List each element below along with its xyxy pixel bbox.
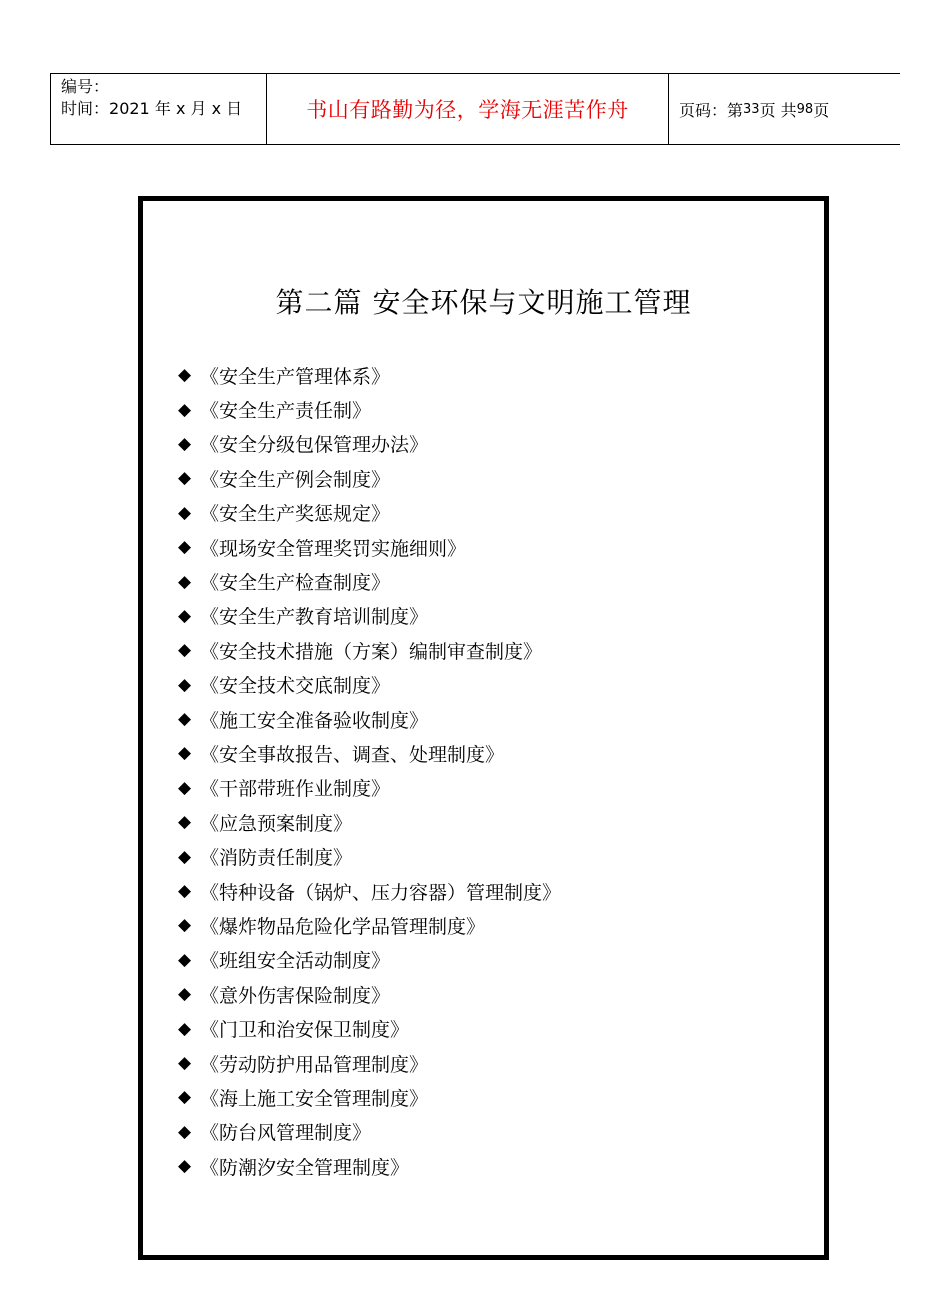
- header-motto-cell: [267, 74, 669, 144]
- diamond-bullet-icon: ◆: [178, 949, 192, 970]
- list-item: [178, 530, 561, 564]
- list-item-text: 《爆炸物品危险化学品管理制度》: [200, 915, 486, 938]
- diamond-bullet-icon: ◆: [178, 605, 192, 626]
- diamond-bullet-icon: ◆: [178, 640, 192, 661]
- diamond-bullet-icon: ◆: [178, 1087, 192, 1108]
- list-item-text: 《劳动防护用品管理制度》: [200, 1053, 429, 1076]
- list-item-text: 《安全生产例会制度》: [200, 468, 391, 491]
- time-year-suffix: 年: [154, 99, 171, 118]
- list-item-text: 《安全生产奖惩规定》: [200, 503, 391, 526]
- section-title: 第二篇 安全环保与文明施工管理: [275, 286, 692, 319]
- list-item: [178, 1011, 561, 1045]
- list-item-text: 《安全生产检查制度》: [200, 572, 391, 595]
- diamond-bullet-icon: ◆: [178, 1156, 192, 1177]
- list-item: [178, 564, 561, 598]
- list-item-text: 《安全生产管理体系》: [200, 365, 391, 388]
- page-middle: 页 共: [759, 100, 797, 120]
- list-item-text: 《施工安全准备验收制度》: [200, 709, 429, 732]
- diamond-bullet-icon: ◆: [178, 1121, 192, 1142]
- motto-text: 书山有路勤为径，学海无涯苦作舟: [306, 98, 629, 122]
- list-item: [178, 1115, 561, 1149]
- list-item: [178, 461, 561, 495]
- date-line: [61, 98, 266, 120]
- list-item: [178, 839, 561, 873]
- page-suffix: 页: [813, 100, 830, 120]
- list-item: [178, 702, 561, 736]
- list-item: [178, 736, 561, 770]
- list-item-text: 《应急预案制度》: [200, 812, 353, 835]
- list-item-text: 《防台风管理制度》: [200, 1122, 372, 1145]
- diamond-bullet-icon: ◆: [178, 468, 192, 489]
- list-item: [178, 874, 561, 908]
- diamond-bullet-icon: ◆: [178, 846, 192, 867]
- page-label: 页码：第: [679, 100, 744, 120]
- list-item: [178, 805, 561, 839]
- list-item: [178, 358, 561, 392]
- time-month-value: x: [175, 99, 186, 118]
- page-header: [50, 73, 900, 145]
- list-item: [178, 427, 561, 461]
- header-meta-cell: [51, 74, 267, 144]
- time-month-suffix: 月: [190, 99, 207, 118]
- diamond-bullet-icon: ◆: [178, 881, 192, 902]
- time-day-suffix: 日: [226, 99, 243, 118]
- list-item-text: 《安全生产责任制》: [200, 400, 372, 423]
- diamond-bullet-icon: ◆: [178, 777, 192, 798]
- list-item-text: 《海上施工安全管理制度》: [200, 1087, 429, 1110]
- list-item: [178, 496, 561, 530]
- list-item: [178, 771, 561, 805]
- list-item-text: 《消防责任制度》: [200, 847, 353, 870]
- list-item: [178, 908, 561, 942]
- list-item-text: 《班组安全活动制度》: [200, 950, 391, 973]
- list-item: [178, 1149, 561, 1183]
- list-item: [178, 943, 561, 977]
- list-item-text: 《安全事故报告、调查、处理制度》: [200, 743, 505, 766]
- page-current: 33: [743, 101, 760, 117]
- diamond-bullet-icon: ◆: [178, 743, 192, 764]
- diamond-bullet-icon: ◆: [178, 915, 192, 936]
- list-item: [178, 977, 561, 1011]
- diamond-bullet-icon: ◆: [178, 812, 192, 833]
- list-item: [178, 1080, 561, 1114]
- list-item-text: 《安全技术措施（方案）编制审查制度》: [200, 640, 543, 663]
- list-item-text: 《意外伤害保险制度》: [200, 984, 391, 1007]
- diamond-bullet-icon: ◆: [178, 984, 192, 1005]
- diamond-bullet-icon: ◆: [178, 433, 192, 454]
- diamond-bullet-icon: ◆: [178, 709, 192, 730]
- page-number-cell: [669, 74, 901, 144]
- time-day-value: x: [211, 99, 222, 118]
- list-item: [178, 668, 561, 702]
- list-item-text: 《干部带班作业制度》: [200, 778, 391, 801]
- page-total: 98: [796, 101, 814, 117]
- list-item-text: 《安全分级包保管理办法》: [200, 434, 429, 457]
- time-label: 时间：: [61, 99, 110, 118]
- list-item-text: 《特种设备（锅炉、压力容器）管理制度》: [200, 881, 562, 904]
- list-item-text: 《安全技术交底制度》: [200, 675, 391, 698]
- list-item-text: 《现场安全管理奖罚实施细则》: [200, 537, 467, 560]
- diamond-bullet-icon: ◆: [178, 502, 192, 523]
- diamond-bullet-icon: ◆: [178, 537, 192, 558]
- list-item: [178, 392, 561, 426]
- diamond-bullet-icon: ◆: [178, 674, 192, 695]
- list-item: [178, 599, 561, 633]
- list-item: [178, 1046, 561, 1080]
- serial-number-label: 编号：: [61, 77, 110, 96]
- time-year: 2021: [109, 99, 150, 118]
- list-item-text: 《安全生产教育培训制度》: [200, 606, 429, 629]
- list-item: [178, 633, 561, 667]
- diamond-bullet-icon: ◆: [178, 399, 192, 420]
- diamond-bullet-icon: ◆: [178, 1018, 192, 1039]
- regulation-list: [178, 358, 561, 1183]
- list-item-text: 《门卫和治安保卫制度》: [200, 1019, 410, 1042]
- diamond-bullet-icon: ◆: [178, 571, 192, 592]
- diamond-bullet-icon: ◆: [178, 365, 192, 386]
- list-item-text: 《防潮汐安全管理制度》: [200, 1156, 410, 1179]
- content-frame: [138, 196, 829, 1260]
- diamond-bullet-icon: ◆: [178, 1053, 192, 1073]
